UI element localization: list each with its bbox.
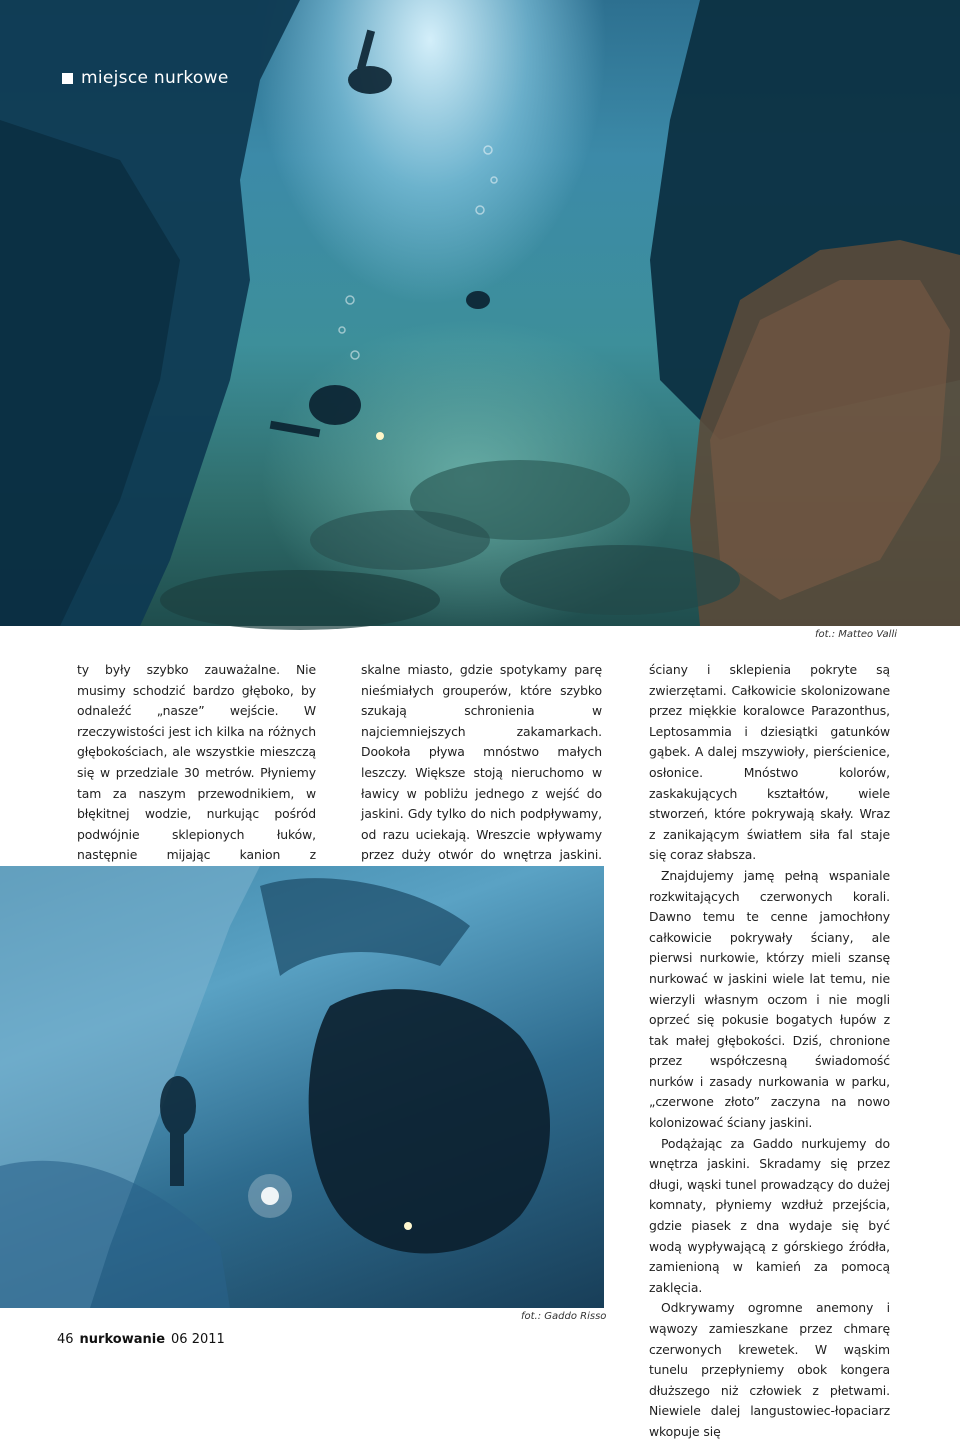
paragraph: skalne miasto, gdzie spotykamy parę nieśmiałych grouperów, które szybko szukają schronienia w najciemniejszych zakamarkach. Dookoła pływa mnóstwo małych leszczy. Większe stoją nieruchomo w ławicy w pobliżu jednego z wejść do jaskini. Gdy tylko do nich podpływamy, od razu uciekają. Wreszcie wpływamy przez duży otwór do wnętrza jaskini. (361, 662, 602, 863)
text-column-3 (649, 660, 890, 1443)
bullet-square-icon (62, 73, 73, 84)
page-number: 46 (57, 1332, 74, 1347)
paragraph: ściany i sklepienia pokryte są zwierzętami. Całkowicie skolonizowane przez miękkie koralowce Parazonthus, Leptosammia i dziesiątki gatunków gąbek. A dalej mszywioły, pierścienice, osłonice. Mnóstwo kolorów, zaskakujących kształtów, wiele stworzeń, które pokrywają skały. Wraz z zanikającym światłem siła fal staje się coraz słabsza. (649, 662, 890, 863)
magazine-name: nurkowanie (79, 1332, 166, 1347)
section-label: miejsce nurkowe (81, 68, 229, 88)
cave-dive-photo (0, 866, 604, 1308)
paragraph: Podążając za Gaddo nurkujemy do wnętrza jaskini. Skradamy się przez długi, wąski tunel prowadzący do dużej komnaty, płyniemy wzdłuż przejścia, gdzie piasek z dna wydaje się być wodą wypływającą z górskiego źródła, zamienioną w kamień za pomocą zaklęcia. (649, 1135, 890, 1295)
cave-photo-credit: fot.: Gaddo Risso (521, 1311, 607, 1322)
page-footer (57, 1332, 225, 1347)
paragraph: Odkrywamy ogromne anemony i wąwozy zamieszkane przez chmarę czerwonych krewetek. W wąskim tunelu przepłyniemy obok kongera dłuższego niż człowiek z płetwami. Niewiele dalej langustowiec-łopaciarz wkopuje się (649, 1300, 890, 1439)
issue-number: 06 2011 (171, 1332, 225, 1347)
section-tag (62, 68, 229, 88)
paragraph: Znajdujemy jamę pełną wspaniale rozkwitających czerwonych korali. Dawno temu te cenne jamochłony całkowicie pokrywały ściany, ale pierwsi nurkowie, którzy mieli szansę nurkować w jaskini wiele lat temu, nie wierzyli własnym oczom i nie mogli oprzeć się pokusie bogatych łupów z tak małej głębokości. Dziś, chronione przez współczesną świadomość nurków i zasady nurkowania w parku, „czerwone złoto” zaczyna na nowo kolonizować ściany jaskini. (649, 867, 890, 1131)
canyon-walls-illustration (0, 0, 960, 626)
text-column-1 (77, 660, 316, 887)
cave-illustration (0, 866, 604, 1308)
paragraph: ty były szybko zauważalne. Nie musimy schodzić bardzo głęboko, by odnaleźć „nasze” wejście. W rzeczywistości jest ich kilka na różnych głębokościach, ale wszystkie mieszczą się w przedziale 30 metrów. Płyniemy tam za naszym przewodnikiem, w błękitnej wodzie, nurkując pośród podwójnie sklepionych łuków, następnie mijając kanion z (77, 662, 316, 863)
canyon-dive-photo (0, 0, 960, 626)
top-photo-credit: fot.: Matteo Valli (815, 629, 897, 640)
